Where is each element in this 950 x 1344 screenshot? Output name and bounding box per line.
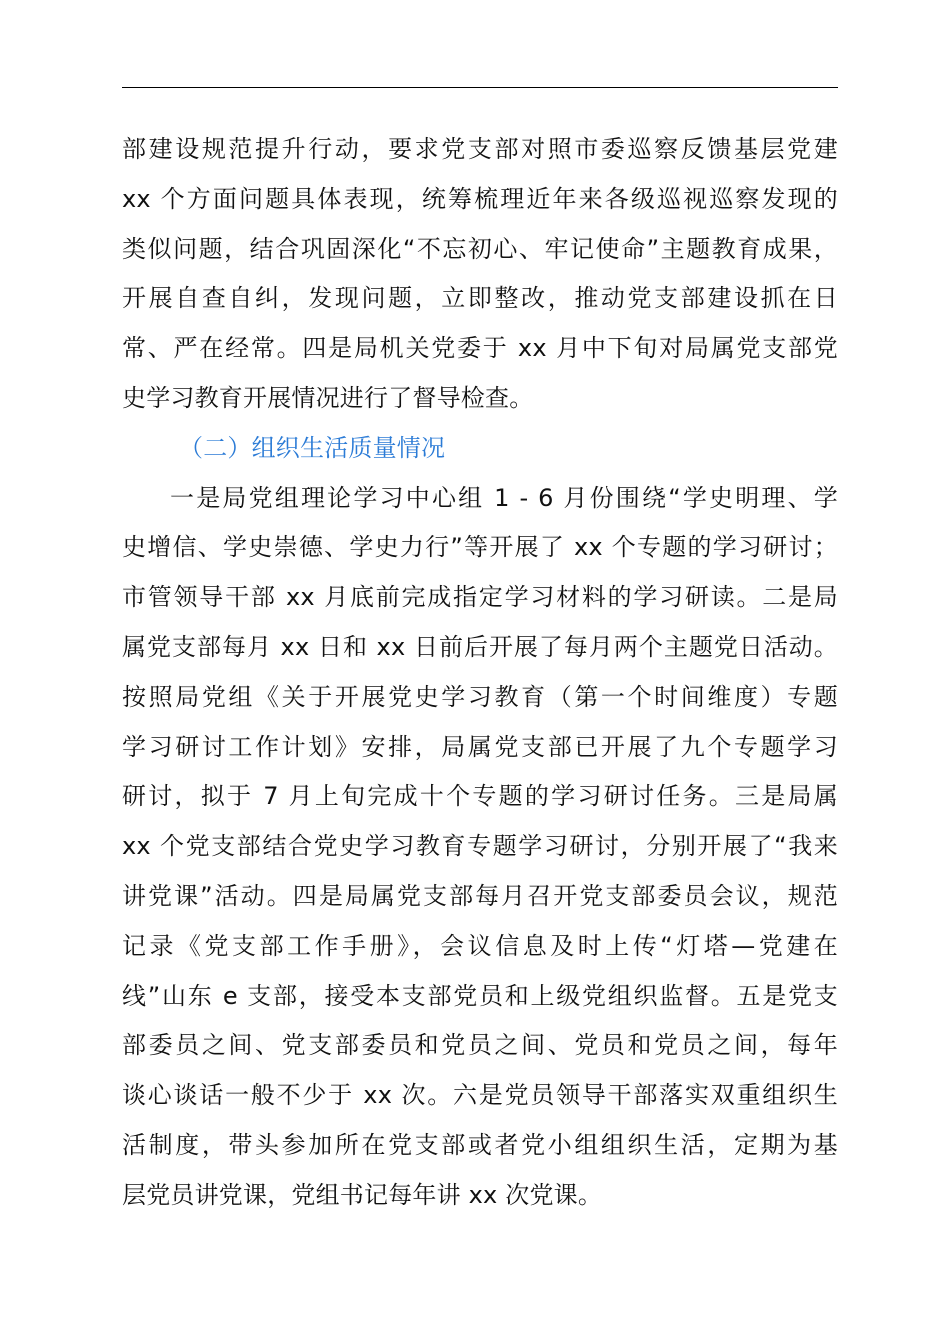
text-line: 谈心谈话一般不少于 xx 次。六是党员领导干部落实双重组织生 — [122, 1081, 838, 1110]
paragraph-1 — [122, 125, 838, 424]
text-line: 记录《党支部工作手册》，会议信息及时上传“灯塔—党建在 — [122, 931, 838, 960]
text-line: 研讨，拟于 7 月上旬完成十个专题的学习研讨任务。三是局属 — [122, 782, 838, 811]
text-line: 活制度，带头参加所在党支部或者党小组组织生活，定期为基 — [122, 1130, 838, 1159]
paragraph-2 — [122, 474, 838, 1221]
text-line: 学习研讨工作计划》安排，局属党支部已开展了九个专题学习 — [122, 732, 838, 761]
header-rule — [122, 87, 838, 88]
text-line: 按照局党组《关于开展党史学习教育（第一个时间维度）专题 — [122, 682, 838, 711]
section-heading: （二）组织生活质量情况 — [179, 433, 446, 462]
text-line: 史学习教育开展情况进行了督导检查。 — [122, 383, 534, 412]
text-line: 常、严在经常。四是局机关党委于 xx 月中下旬对局属党支部党 — [122, 334, 838, 363]
text-line: 讲党课”活动。四是局属党支部每月召开党支部委员会议，规范 — [122, 881, 838, 910]
text-line: 开展自查自纠，发现问题，立即整改，推动党支部建设抓在日 — [122, 284, 838, 313]
text-line: xx 个方面问题具体表现，统筹梳理近年来各级巡视巡察发现的 — [122, 184, 838, 213]
text-line: 部委员之间、党支部委员和党员之间、党员和党员之间，每年 — [122, 1031, 838, 1060]
text-line: 线”山东 e 支部，接受本支部党员和上级党组织监督。五是党支 — [122, 981, 838, 1010]
text-line: 层党员讲党课，党组书记每年讲 xx 次党课。 — [122, 1180, 603, 1209]
text-line: 市管领导干部 xx 月底前完成指定学习材料的学习研读。二是局 — [122, 583, 838, 612]
text-line: 一是局党组理论学习中心组 1 - 6 月份围绕“学史明理、学 — [170, 483, 838, 512]
text-line: 部建设规范提升行动，要求党支部对照市委巡察反馈基层党建 — [122, 135, 838, 163]
text-line: 史增信、学史崇德、学史力行”等开展了 xx 个专题的学习研讨； — [122, 533, 838, 562]
document-body — [122, 125, 838, 1221]
text-line: 属党支部每月 xx 日和 xx 日前后开展了每月两个主题党日活动。 — [122, 632, 838, 661]
text-line: xx 个党支部结合党史学习教育专题学习研讨，分别开展了“我来 — [122, 832, 838, 861]
text-line: 类似问题，结合巩固深化“不忘初心、牢记使命”主题教育成果， — [122, 234, 838, 263]
